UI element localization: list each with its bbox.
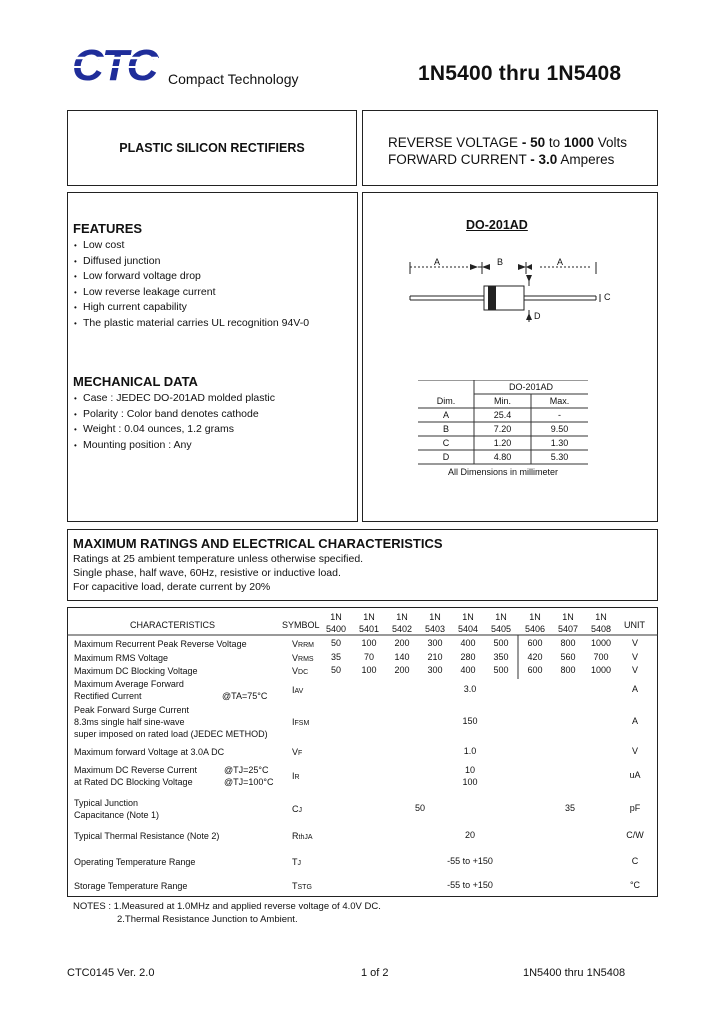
company-name: Compact Technology <box>168 71 299 87</box>
test-condition: @TA=75°C <box>222 691 268 701</box>
symbol-subscript: AV <box>294 688 304 695</box>
rating-value: 210 <box>427 652 443 662</box>
part-prefix: 1N <box>429 612 441 622</box>
dimension-row: A 25.4 - <box>442 410 561 420</box>
symbol-letter: V <box>292 666 299 676</box>
rating-value: 50 <box>330 665 341 675</box>
rating-value: 560 <box>560 652 576 662</box>
rating-value: 100 <box>462 777 478 787</box>
symbol <box>292 770 300 784</box>
unit: V <box>631 638 638 648</box>
symbol <box>292 880 312 894</box>
features-title: FEATURES <box>73 221 143 236</box>
part-number: 5401 <box>358 624 380 634</box>
mechanical-item: • Mounting position : Any <box>74 438 275 454</box>
characteristic-name: Storage Temperature Range <box>74 881 188 891</box>
symbol-subscript: RRM <box>298 642 314 649</box>
col-header-characteristics: CHARACTERISTICS <box>130 620 216 630</box>
feature-item: • The plastic material carries UL recognition 94V-0 <box>74 316 309 332</box>
feature-item: • Diffused junction <box>74 254 309 270</box>
dimension-table <box>418 394 588 464</box>
symbol-letter: I <box>292 771 295 781</box>
part-prefix: 1N <box>363 612 375 622</box>
symbol <box>292 856 301 870</box>
characteristic-name: Maximum Average Forward <box>74 679 184 689</box>
symbol-subscript: R <box>294 774 300 781</box>
dim-label-a-right: A <box>557 257 564 267</box>
unit: V <box>631 652 638 662</box>
symbol <box>292 665 308 679</box>
symbol <box>292 638 314 652</box>
rating-value: -55 to +150 <box>447 856 493 866</box>
rating-value: 500 <box>493 665 509 675</box>
dimension-table-footer: All Dimensions in millimeter <box>447 467 559 477</box>
feature-item: • Low cost <box>74 238 309 254</box>
dimension-table-title: DO-201AD <box>508 382 553 392</box>
notes: NOTES : 1.Measured at 1.0MHz and applied reverse voltage of 4.0V DC. 2.Thermal Resistance Junction to Ambient. <box>73 901 381 925</box>
symbol <box>292 830 313 844</box>
rating-value: 150 <box>462 716 478 726</box>
ratings-intro: Ratings at 25 ambient temperature unless otherwise specified. Single phase, half wave, 60Hz, resistive or inductive load. For capacitive load, derate current by 20% <box>73 553 364 593</box>
symbol-subscript: thJA <box>298 834 313 841</box>
cathode-band <box>488 286 496 310</box>
symbol-subscript: DC <box>298 669 309 676</box>
symbol-subscript: FSM <box>294 720 310 727</box>
rating-value: 600 <box>527 638 543 648</box>
part-prefix: 1N <box>396 612 408 622</box>
dimension-row: B 7.20 9.50 <box>442 424 569 434</box>
product-type: PLASTIC SILICON RECTIFIERS <box>119 141 305 155</box>
part-prefix: 1N <box>529 612 541 622</box>
rating-value: 420 <box>527 652 543 662</box>
characteristic-name: Typical Thermal Resistance (Note 2) <box>74 831 220 841</box>
symbol-subscript: RMS <box>298 656 314 663</box>
part-prefix: 1N <box>462 612 474 622</box>
rating-value: 1000 <box>590 665 612 675</box>
symbol <box>292 803 302 817</box>
feature-item: • Low forward voltage drop <box>74 269 309 285</box>
diode-outline-drawing <box>400 250 620 330</box>
test-condition: @TJ=25°C <box>224 765 269 775</box>
symbol-letter: V <box>292 747 299 757</box>
symbol-letter: T <box>292 881 298 891</box>
mechanical-item: • Weight : 0.04 ounces, 1.2 grams <box>74 422 275 438</box>
col-header-symbol: SYMBOL <box>282 620 320 630</box>
rating-value: 400 <box>460 638 476 648</box>
rating-value: 100 <box>361 638 377 648</box>
rating-value: 800 <box>560 665 576 675</box>
symbol <box>292 716 309 730</box>
part-prefix: 1N <box>595 612 607 622</box>
unit: A <box>631 716 638 726</box>
unit: A <box>631 684 638 694</box>
ctc-logo <box>70 40 160 84</box>
dim-label-d: D <box>534 311 541 321</box>
mechanical-list <box>74 391 275 453</box>
rating-value: 100 <box>361 665 377 675</box>
characteristic-name: Rectified Current <box>74 691 142 701</box>
characteristic-name: Maximum Recurrent Peak Reverse Voltage <box>74 639 247 649</box>
rating-value: 140 <box>394 652 410 662</box>
rating-value-high-voltage: 35 <box>564 803 575 813</box>
characteristic-name: Maximum DC Blocking Voltage <box>74 666 198 676</box>
footer-page-number: 1 of 2 <box>361 967 389 979</box>
rating-value: 200 <box>394 638 410 648</box>
part-number: 5404 <box>457 624 479 634</box>
part-number: 5406 <box>524 624 546 634</box>
dim-label-a-left: A <box>434 257 441 267</box>
symbol-letter: R <box>292 831 299 841</box>
part-number: 5405 <box>490 624 512 634</box>
part-number: 5402 <box>391 624 413 634</box>
characteristic-name: 8.3ms single half sine-wave <box>74 717 185 727</box>
mechanical-item: • Case : JEDEC DO-201AD molded plastic <box>74 391 275 407</box>
characteristic-name: super imposed on rated load (JEDEC METHOD) <box>74 729 268 739</box>
rating-value: 500 <box>493 638 509 648</box>
rating-value: 300 <box>427 638 443 648</box>
rating-value: -55 to +150 <box>447 880 493 890</box>
characteristic-name: Peak Forward Surge Current <box>74 705 190 715</box>
symbol-letter: V <box>292 639 299 649</box>
characteristic-name: Maximum RMS Voltage <box>74 653 169 663</box>
symbol <box>292 684 303 698</box>
dimension-header-row: Dim. Min. Max. <box>436 396 570 406</box>
rating-value: 35 <box>330 652 341 662</box>
dim-label-c: C <box>604 292 611 302</box>
test-condition: @TJ=100°C <box>224 777 274 787</box>
voltage-current-spec: REVERSE VOLTAGE - 50 to 1000 Volts FORWARD CURRENT - 3.0 Amperes <box>388 135 627 167</box>
unit: °C <box>629 880 641 890</box>
unit: C/W <box>626 830 644 840</box>
unit: V <box>631 746 638 756</box>
dimension-row: D 4.80 5.30 <box>442 452 569 462</box>
svg-text:CTC: CTC <box>72 41 157 84</box>
rating-value: 1.0 <box>463 746 477 756</box>
characteristic-name: Maximum forward Voltage at 3.0A DC <box>74 747 225 757</box>
product-type-box <box>67 110 357 186</box>
rating-value: 1000 <box>590 638 612 648</box>
feature-item: • High current capability <box>74 300 309 316</box>
mechanical-item: • Polarity : Color band denotes cathode <box>74 407 275 423</box>
rating-value: 10 <box>464 765 475 775</box>
symbol-letter: I <box>292 717 295 727</box>
part-prefix: 1N <box>495 612 507 622</box>
features-list <box>74 238 309 331</box>
part-number: 5403 <box>424 624 446 634</box>
characteristic-name: Capacitance (Note 1) <box>74 810 160 820</box>
dim-label-b: B <box>497 257 504 267</box>
characteristic-name: Operating Temperature Range <box>74 857 196 867</box>
symbol-letter: C <box>292 804 299 814</box>
rating-value: 200 <box>394 665 410 675</box>
part-number: 5400 <box>325 624 347 634</box>
symbol <box>292 652 314 666</box>
symbol-letter: I <box>292 685 295 695</box>
page-title: 1N5400 thru 1N5408 <box>418 62 622 85</box>
rating-value: 50 <box>330 638 341 648</box>
unit: uA <box>629 770 641 780</box>
symbol-letter: T <box>292 857 298 867</box>
unit: V <box>631 665 638 675</box>
rating-value: 400 <box>460 665 476 675</box>
characteristic-name: Maximum DC Reverse Current <box>74 765 198 775</box>
col-header-unit: UNIT <box>624 620 645 630</box>
dimension-row: C 1.20 1.30 <box>442 438 569 448</box>
unit: C <box>631 856 639 866</box>
part-prefix: 1N <box>562 612 574 622</box>
rating-value: 600 <box>527 665 543 675</box>
rating-value-low-voltage: 50 <box>414 803 425 813</box>
rating-value: 70 <box>363 652 374 662</box>
part-number: 5408 <box>590 624 612 634</box>
footer-part-range: 1N5400 thru 1N5408 <box>523 967 626 979</box>
characteristic-name: at Rated DC Blocking Voltage <box>74 777 193 787</box>
symbol-subscript: J <box>297 860 301 867</box>
characteristic-name: Typical Junction <box>74 798 139 808</box>
rating-value: 3.0 <box>463 684 477 694</box>
ratings-title: MAXIMUM RATINGS AND ELECTRICAL CHARACTERISTICS <box>73 536 443 551</box>
rating-value: 350 <box>493 652 509 662</box>
rating-value: 280 <box>460 652 476 662</box>
rating-value: 700 <box>593 652 609 662</box>
feature-item: • Low reverse leakage current <box>74 285 309 301</box>
symbol <box>292 746 302 760</box>
rating-value: 20 <box>464 830 475 840</box>
mechanical-title: MECHANICAL DATA <box>73 374 198 389</box>
symbol-subscript: J <box>298 807 302 814</box>
part-prefix: 1N <box>330 612 342 622</box>
symbol-letter: V <box>292 653 299 663</box>
part-number: 5407 <box>557 624 579 634</box>
rating-value: 800 <box>560 638 576 648</box>
symbol-subscript: F <box>298 750 303 757</box>
symbol-subscript: STG <box>297 884 312 891</box>
rating-value: 300 <box>427 665 443 675</box>
package-name: DO-201AD <box>466 218 528 232</box>
unit: pF <box>629 803 641 813</box>
footer-doc-number: CTC0145 Ver. 2.0 <box>67 967 155 979</box>
